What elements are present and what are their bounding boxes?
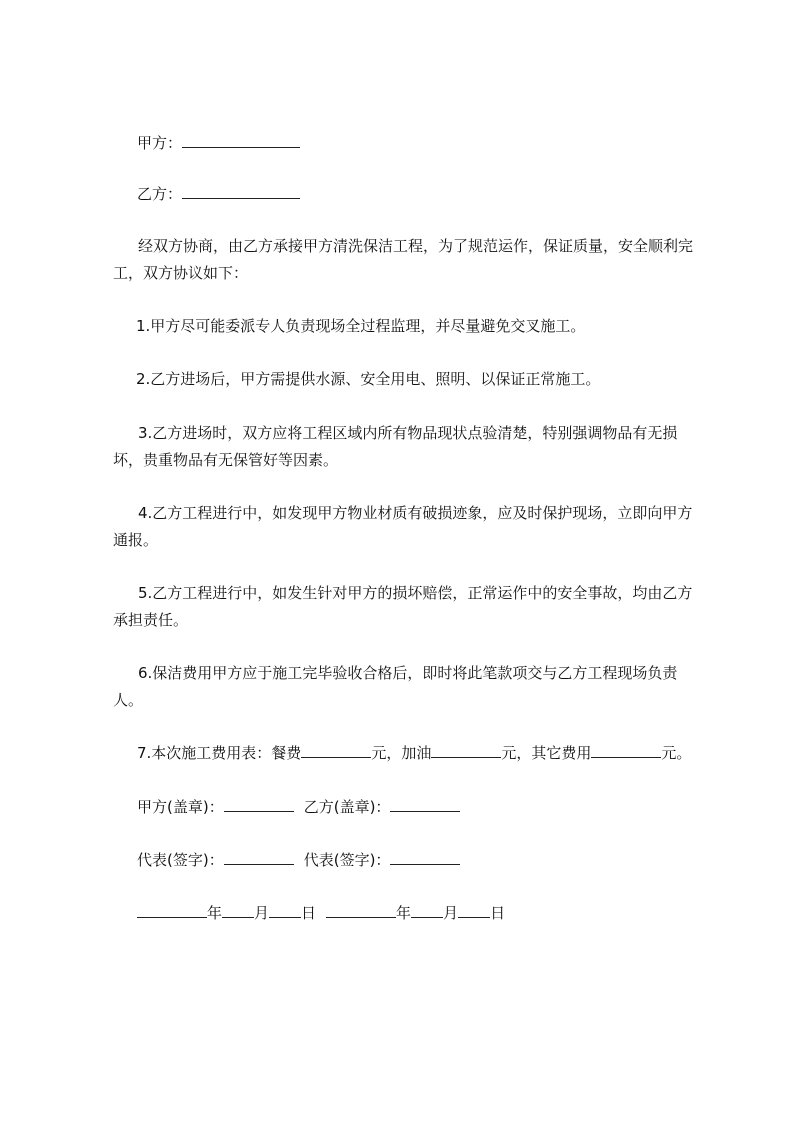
date-b-year-blank [326, 901, 396, 918]
clause-1: 1.甲方尽可能委派专人负责现场全过程监理，并尽量避免交叉施工。 [136, 317, 586, 335]
party-b-seal-blank [390, 795, 460, 812]
date-b-day-label: 日 [490, 904, 506, 922]
date-b-day-blank [458, 901, 490, 918]
clause-6: 6.保洁费用甲方应于施工完毕验收合格后，即时将此笔款项交与乙方工程现场负责人。 [113, 664, 678, 709]
party-a-line [137, 130, 300, 156]
seal-line [137, 794, 460, 820]
date-b-month-blank [411, 901, 443, 918]
date-a-year-blank [137, 901, 207, 918]
meal-fee-blank [301, 741, 371, 758]
date-a-month-label: 月 [254, 904, 270, 922]
fee-unit-2: 元，其它费用 [501, 744, 592, 762]
date-a-day-blank [269, 901, 301, 918]
clause-2: 2.乙方进场后，甲方需提供水源、安全用电、照明、以保证正常施工。 [136, 370, 601, 388]
date-a-day-label: 日 [301, 904, 317, 922]
fuel-fee-blank [431, 741, 501, 758]
party-a-seal-label: 甲方(盖章)： [137, 798, 224, 816]
other-fee-blank [591, 741, 661, 758]
clause-3: 3.乙方进场时，双方应将工程区域内所有物品现状点验清楚，特别强调物品有无损坏，贵重物品有无保管好等因素。 [113, 424, 678, 469]
rep-b-sign-blank [390, 848, 460, 865]
fee-unit-3: 元。 [661, 744, 692, 762]
clause-5: 5.乙方工程进行中，如发生针对甲方的损坏赔偿，正常运作中的安全事故，均由乙方承担责任。 [113, 584, 693, 629]
fee-line [137, 740, 691, 766]
sign-line [137, 847, 460, 873]
rep-b-sign-label: 代表(签字)： [303, 851, 391, 869]
party-a-blank [182, 131, 300, 148]
date-b-month-label: 月 [443, 904, 459, 922]
rep-a-sign-blank [224, 848, 294, 865]
intro-paragraph: 经双方协商，由乙方承接甲方清洗保洁工程，为了规范运作，保证质量，安全顺利完工，双方协议如下： [113, 237, 694, 282]
party-a-label: 甲方： [137, 134, 183, 152]
party-a-seal-blank [224, 795, 294, 812]
rep-a-sign-label: 代表(签字)： [137, 851, 224, 869]
date-a-month-blank [222, 901, 254, 918]
party-b-line [137, 181, 300, 207]
clause-4: 4.乙方工程进行中，如发现甲方物业材质有破损迹象，应及时保护现场，立即向甲方通报。 [113, 504, 693, 549]
date-a-year-label: 年 [207, 904, 223, 922]
date-line [137, 900, 505, 926]
fee-prefix: 7.本次施工费用表：餐费 [137, 744, 302, 762]
party-b-label: 乙方： [137, 185, 183, 203]
fee-unit-1: 元，加油 [371, 744, 432, 762]
date-b-year-label: 年 [396, 904, 412, 922]
party-b-seal-label: 乙方(盖章)： [303, 798, 391, 816]
party-b-blank [182, 182, 300, 199]
